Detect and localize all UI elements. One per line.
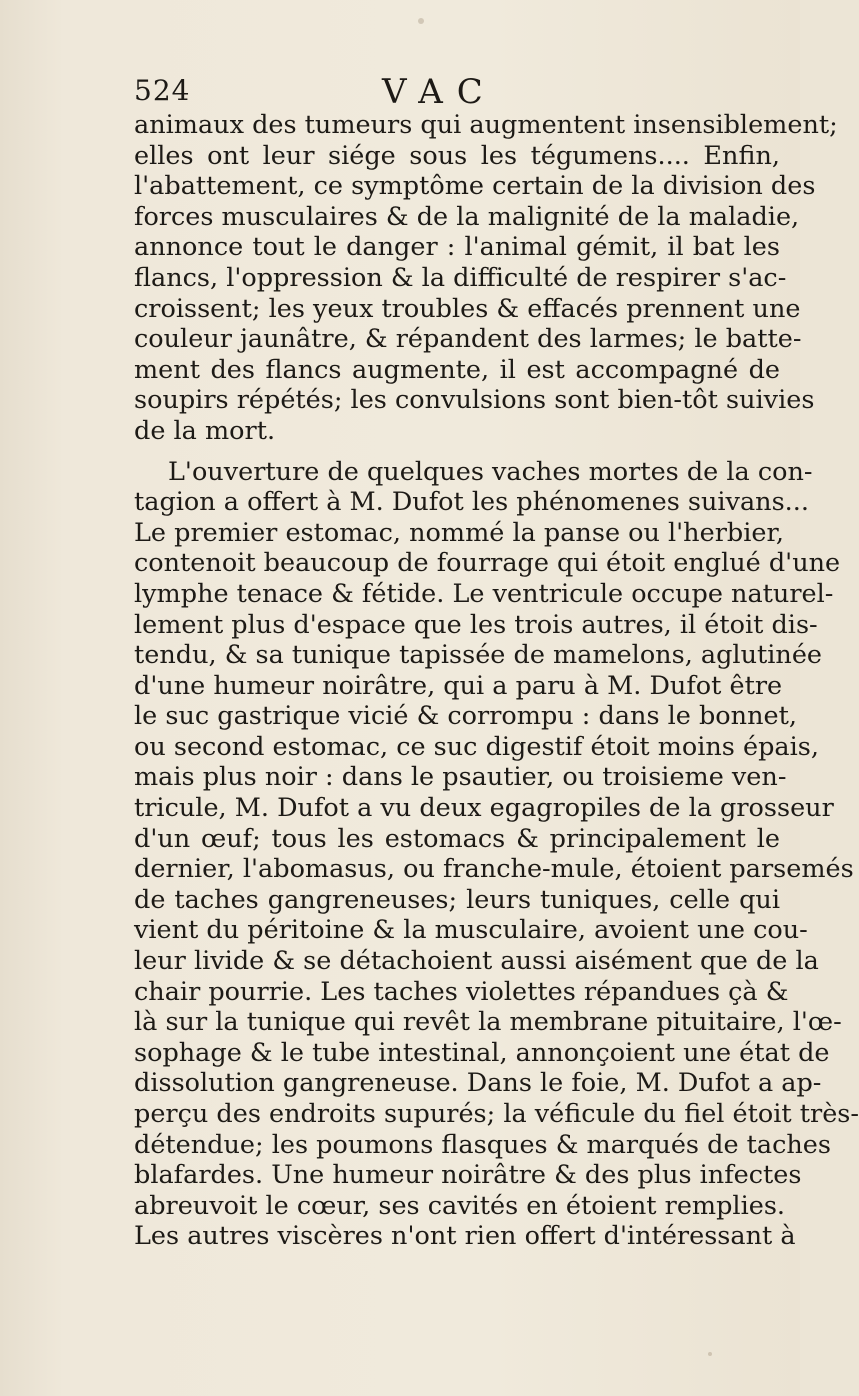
page-number: 524 [134, 74, 191, 107]
text-line: blafardes. Une humeur noirâtre & des plus infectes [134, 1160, 802, 1191]
paragraph-autopsy [134, 456, 859, 1252]
text-line: vient du péritoine & la musculaire, avoient une cou- [134, 915, 808, 946]
text-line: de taches gangreneuses; leurs tuniques, celle qui [134, 884, 780, 915]
text-line: ou second estomac, ce suc digestif étoit moins épais, [134, 731, 819, 762]
text-line: leur livide & se détachoient aussi aisément que de la [134, 946, 819, 977]
text-line: elles ont leur siége sous les tégumens.... Enfin, [134, 140, 780, 171]
text-line: abreuvoit le cœur, ses cavités en étoient remplies. [134, 1190, 786, 1221]
text-line: tagion a offert à M. Dufot les phénomenes suivans... [134, 487, 809, 518]
paper-spot [708, 1352, 712, 1356]
paragraph-gap [134, 447, 780, 457]
text-line: sophage & le tube intestinal, annonçoient une état de [134, 1037, 830, 1068]
text-line: soupirs répétés; les convulsions sont bien-tôt suivies [134, 385, 815, 416]
body-text [134, 110, 859, 1252]
text-line: L'ouverture de quelques vaches mortes de la con- [168, 456, 813, 487]
text-line: contenoit beaucoup de fourrage qui étoit englué d'une [134, 548, 841, 579]
text-line: croissent; les yeux troubles & effacés prennent une [134, 293, 801, 324]
text-line: perçu des endroits supurés; la véficule du fiel étoit très- [134, 1099, 859, 1129]
text-line: détendue; les poumons flasques & marqués de taches [134, 1129, 831, 1160]
paragraph-symptoms [134, 110, 838, 447]
text-line: Les autres viscères n'ont rien offert d'intéressant à [134, 1221, 796, 1252]
text-line: tricule, M. Dufot a vu deux egagropiles de la grosseur [134, 793, 834, 824]
paper-spot [418, 18, 424, 24]
text-line: animaux des tumeurs qui augmentent insensiblement; [134, 110, 838, 140]
text-line: de la mort. [134, 415, 276, 446]
text-line: tendu, & sa tunique tapissée de mamelons, aglutinée [134, 640, 823, 671]
text-line: là sur la tunique qui revêt la membrane pituitaire, l'œ- [134, 1007, 842, 1038]
text-line: chair pourrie. Les taches violettes répandues çà & [134, 976, 789, 1007]
text-line: lement plus d'espace que les trois autres, il étoit dis- [134, 609, 818, 640]
text-line: d'une humeur noirâtre, qui a paru à M. Dufot être [134, 670, 783, 701]
text-line: mais plus noir : dans le psautier, ou troisieme ven- [134, 762, 787, 793]
text-line: d'un œuf; tous les estomacs & principalement le [134, 823, 780, 854]
running-head: VAC [382, 72, 497, 112]
text-line: flancs, l'oppression & la difficulté de respirer s'ac- [134, 262, 787, 293]
text-line: ment des flancs augmente, il est accompagné de [134, 354, 780, 385]
text-line: le suc gastrique vicié & corrompu : dans le bonnet, [134, 701, 797, 732]
text-line: Le premier estomac, nommé la panse ou l'herbier, [134, 517, 784, 548]
text-line: annonce tout le danger : l'animal gémit, il bat les [134, 232, 780, 263]
text-line: dernier, l'abomasus, ou franche-mule, étoient parsemés [134, 854, 854, 885]
text-line: lymphe tenace & fétide. Le ventricule occupe naturel- [134, 578, 834, 609]
text-line: forces musculaires & de la malignité de la maladie, [134, 201, 800, 232]
text-line: couleur jaunâtre, & répandent des larmes; le batte- [134, 324, 802, 355]
text-line: l'abattement, ce symptôme certain de la division des [134, 171, 816, 202]
text-line: dissolution gangreneuse. Dans le foie, M. Dufot a ap- [134, 1068, 822, 1099]
